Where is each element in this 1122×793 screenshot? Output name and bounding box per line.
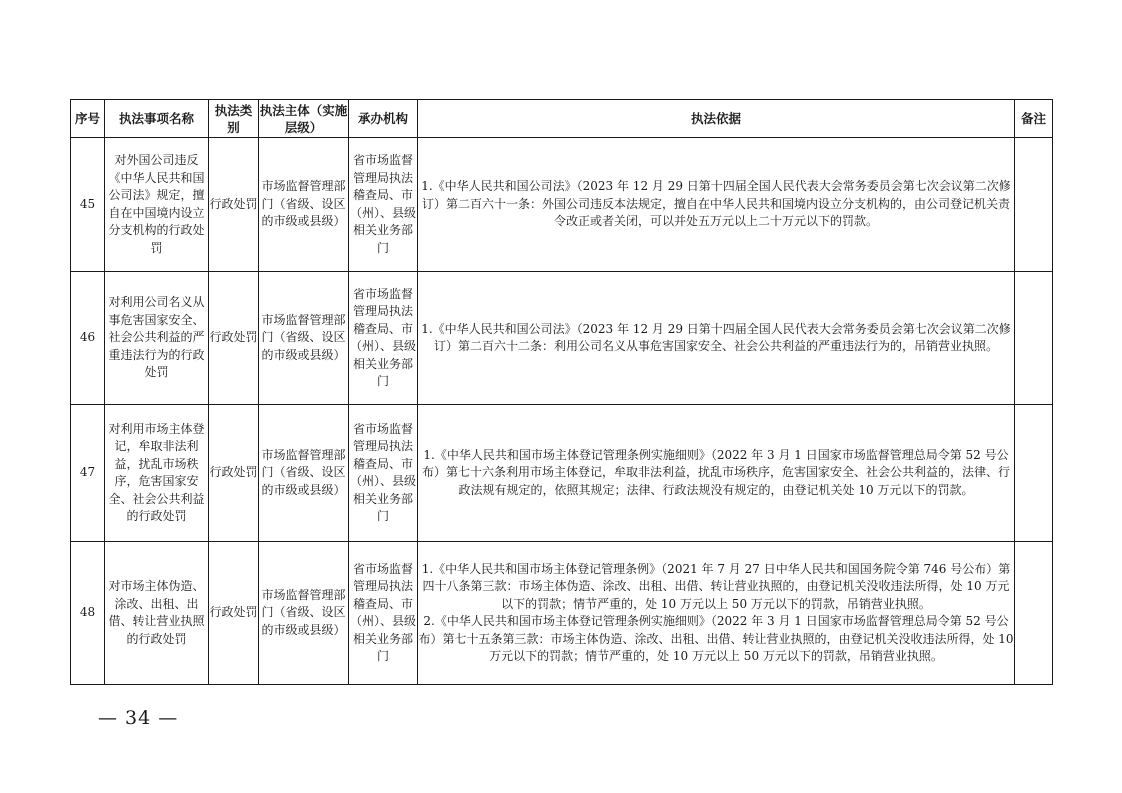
row-org: 省市场监督管理局执法稽查局、市（州）、县级相关业务部门 <box>349 138 418 272</box>
basis-paragraph: 1.《中华人民共和国公司法》（2023 年 12 月 29 日第十四届全国人民代表大会常务委员会第七次会议第二次修订）第二百六十二条：利用公司名义从事危害国家安全、社会公共利益的严重违法行为的，吊销营业执照。 <box>421 321 1011 353</box>
basis-paragraph: 1.《中华人民共和国市场主体登记管理条例》（2021 年 7 月 27 日中华人民共和国国务院令第 746 号公布）第四十八条第三款：市场主体伪造、涂改、出租、出借、转让营业执照的，由登记机关没收违法所得，处 10 万元以下的罚款；情节严重的，处 10 万元以上 50 万元以下的罚款，吊销营业执照。 <box>421 561 1011 611</box>
header-org: 承办机构 <box>349 100 418 138</box>
row-basis <box>418 405 1015 542</box>
row-basis <box>418 542 1015 685</box>
row-basis <box>418 272 1015 405</box>
row-seq: 46 <box>71 272 105 405</box>
row-subject: 市场监督管理部门（省级、设区的市级或县级） <box>259 272 349 405</box>
header-note: 备注 <box>1015 100 1053 138</box>
basis-paragraph: 1.《中华人民共和国市场主体登记管理条例实施细则》（2022 年 3 月 1 日国家市场监督管理总局令第 52 号公布）第七十六条利用市场主体登记，牟取非法利益，扰乱市场秩序，危害国家安全、社会公共利益的，法律、行政法规有规定的，依照其规定；法律、行政法规没有规定的，由登记机关处 10 万元以下的罚款。 <box>421 447 1010 497</box>
row-item-name: 对利用市场主体登记，牟取非法利益，扰乱市场秩序，危害国家安全、社会公共利益的行政处罚 <box>105 405 209 542</box>
row-note <box>1015 405 1053 542</box>
row-note <box>1015 542 1053 685</box>
header-seq: 序号 <box>71 100 105 138</box>
row-org: 省市场监督管理局执法稽查局、市（州）、县级相关业务部门 <box>349 272 418 405</box>
row-category: 行政处罚 <box>209 542 259 685</box>
enforcement-table <box>70 99 1053 685</box>
row-item-name: 对利用公司名义从事危害国家安全、社会公共利益的严重违法行为的行政处罚 <box>105 272 209 405</box>
header-subject: 执法主体（实施层级） <box>259 100 349 138</box>
row-category: 行政处罚 <box>209 138 259 272</box>
table-row <box>71 272 1053 405</box>
row-item-name: 对外国公司违反《中华人民共和国公司法》规定，擅自在中国境内设立分支机构的行政处罚 <box>105 138 209 272</box>
basis-paragraph: 1.《中华人民共和国公司法》（2023 年 12 月 29 日第十四届全国人民代表大会常务委员会第七次会议第二次修订）第二百六十一条：外国公司违反本法规定，擅自在中华人民共和国境内设立分支机构的，由公司登记机关责令改正或者关闭，可以并处五万元以上二十万元以下的罚款。 <box>421 179 1011 229</box>
row-seq: 45 <box>71 138 105 272</box>
table-row <box>71 542 1053 685</box>
table-header-row <box>71 100 1053 138</box>
row-item-name: 对市场主体伪造、涂改、出租、出借、转让营业执照的行政处罚 <box>105 542 209 685</box>
row-subject: 市场监督管理部门（省级、设区的市级或县级） <box>259 405 349 542</box>
table-row <box>71 138 1053 272</box>
header-category: 执法类别 <box>209 100 259 138</box>
basis-paragraph: 2.《中华人民共和国市场主体登记管理条例实施细则》（2022 年 3 月 1 日国家市场监督管理总局令第 52 号公布）第七十五条第三款：市场主体伪造、涂改、出租、出借、转让营业执照的，由登记机关没收违法所得，处 10 万元以下的罚款；情节严重的，处 10 万元以上 50 万元以下的罚款，吊销营业执照。 <box>418 614 1014 663</box>
row-seq: 47 <box>71 405 105 542</box>
row-subject: 市场监督管理部门（省级、设区的市级或县级） <box>259 138 349 272</box>
header-item-name: 执法事项名称 <box>105 100 209 138</box>
row-basis <box>418 138 1015 272</box>
table-row <box>71 405 1053 542</box>
row-note <box>1015 138 1053 272</box>
row-note <box>1015 272 1053 405</box>
row-org: 省市场监督管理局执法稽查局、市（州）、县级相关业务部门 <box>349 542 418 685</box>
page-number: — 34 — <box>98 707 179 729</box>
row-category: 行政处罚 <box>209 405 259 542</box>
row-org: 省市场监督管理局执法稽查局、市（州）、县级相关业务部门 <box>349 405 418 542</box>
row-category: 行政处罚 <box>209 272 259 405</box>
header-basis: 执法依据 <box>418 100 1015 138</box>
row-seq: 48 <box>71 542 105 685</box>
row-subject: 市场监督管理部门（省级、设区的市级或县级） <box>259 542 349 685</box>
